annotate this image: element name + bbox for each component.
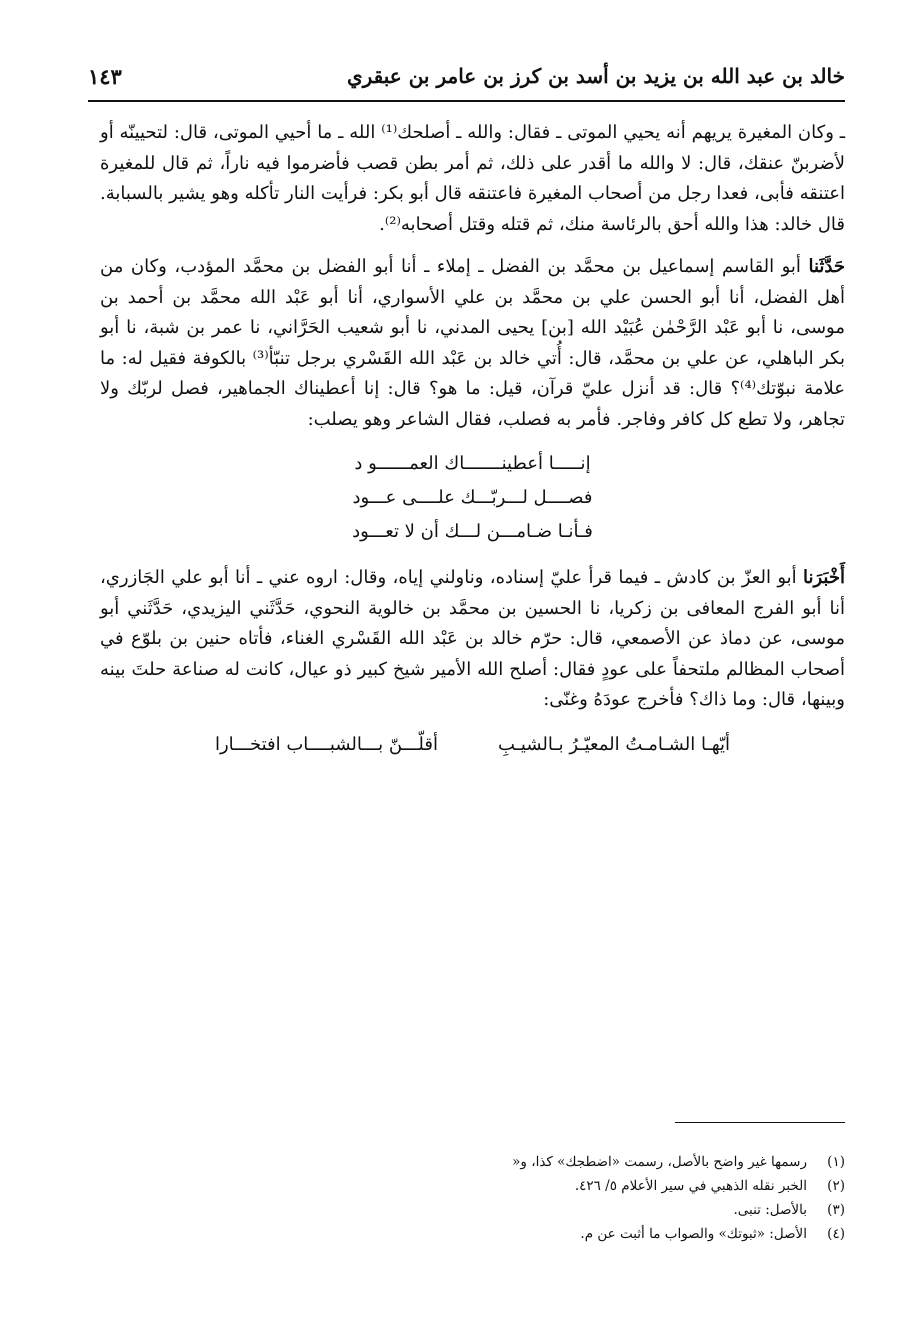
- footnote-number: (٤): [827, 1226, 845, 1242]
- footnote-number: (٣): [827, 1202, 845, 1218]
- verse-line-2: فصــــل لـــربّـــك علــــى عـــود: [352, 487, 593, 508]
- footnote-1: [100, 1150, 845, 1174]
- verse-hemistich-1: أيّهـا الشـامـتُ المعيّـرُ بـالشيـبِ: [497, 733, 731, 755]
- footnote-rule: [675, 1122, 845, 1123]
- verse-line-1: إنـــــا أعطينـــــــاك العمــــــو د: [354, 453, 591, 474]
- header-rule: [88, 100, 845, 102]
- footnote-text: الخبر نقله الذهبي في سير الأعلام ٥/ ٤٢٦.: [574, 1178, 807, 1194]
- paragraph-1: ـ وكان المغيرة يريهم أنه يحيي الموتى ـ فقال: والله ـ أصلحك⁽¹⁾ الله ـ ما أحيي الموتى، قال: لتحيينّه أو لأضربنّ عنقك، قال: لا والله ما أقدر على ذلك، ثم أمر بطن قصب فأضرموا فيه ناراً، ثم قال للمغيرة اعتنقه فأبى، فعدا رجل من أصحاب المغيرة فاعتنقه قال أبو بكر: فرأيت النار تأكله وهو يشير بالسبابة. قال خالد: هذا والله أحق بالرئاسة منك، ثم قتله وقتل أصحابه⁽²⁾.: [100, 122, 846, 235]
- footnotes: [100, 1150, 845, 1246]
- footnote-text: رسمها غير واضح بالأصل، رسمت «اضطجك» كذا، و«: [512, 1154, 807, 1170]
- poem-block-2: [100, 730, 845, 761]
- page-header: [88, 58, 845, 100]
- paragraph-2: [100, 252, 845, 435]
- paragraph-2-text: أبو القاسم إسماعيل بن محمَّد بن الفضل ـ إملاء ـ أنا أبو الفضل بن محمَّد المؤدب، وكان من أهل الفضل، أنا أبو الحسن علي بن محمَّد بن علي الأسواري، أنا أبو عَبْد الله محمَّد بن أحمد بن موسى، نا أبو عَبْد الرَّحْمٰن عُبَيْد الله [بن] يحيى المدني، نا أبو شعيب الحَرَّاني، نا عمر بن شبة، نا أبو بكر الباهلي، عن علي بن محمَّد، قال: أُتي خالد بن عَبْد الله القَسْري برجل تنبّأ⁽³⁾ بالكوفة فقيل له: ما علامة نبوّتك⁽⁴⁾؟ قال: قد أنزل عليّ قرآن، قيل: ما هو؟ قال: إنا أعطيناك الجماهير، فصل لربّك ولا تجاهر، ولا تطع كل كافر وفاجر. فأمر به فصلب، فقال الشاعر وهو يصلب:: [100, 256, 845, 430]
- footnote-text: الأصل: «ثبوتك» والصواب ما أثبت عن م.: [580, 1226, 807, 1242]
- verse-line-3: فـأنـا ضـامـــن لـــك أن لا تعـــود: [352, 521, 593, 542]
- paragraph-3: [100, 563, 845, 716]
- verse-hemistich-2: أقلّـــنّ بـــالشبــــاب افتخـــارا: [214, 733, 438, 755]
- paragraph-3-text: أبو العزّ بن كادش ـ فيما قرأ عليّ إسناده، وناولني إياه، وقال: اروه عني ـ أنا أبو علي الجَازري، أنا أبو الفرج المعافى بن زكريا، نا الحسين بن محمَّد بن خالوية النحوي، حَدَّثَني اليزيدي، حَدَّثَني أبو موسى، عن دماذ عن الأصمعي، قال: حرّم خالد بن عَبْد الله القَسْري الغناء، فأتاه حنين بن بلوّع في أصحاب المظالم ملتحفاً على عودٍ فقال: أصلح الله الأمير شيخ كبير ذو عيال، كانت له صناعة حلتَ بينه وبينها، قال: وما ذاك؟ فأخرج عودَهُ وغنّى:: [100, 567, 845, 710]
- footnote-text: بالأصل: تنبى.: [733, 1202, 807, 1218]
- footnote-3: [100, 1198, 845, 1222]
- running-title: خالد بن عبد الله بن يزيد بن أسد بن كرز بن عامر بن عبقري: [346, 64, 845, 88]
- paragraph-3-opener: أَخْبَرَنا: [803, 567, 845, 588]
- paragraph-2-opener: حَدَّثَنا: [808, 256, 845, 277]
- poem-block-1: [100, 447, 845, 549]
- footnote-2: [100, 1174, 845, 1198]
- main-text: [100, 118, 845, 760]
- footnote-4: [100, 1222, 845, 1246]
- footnote-number: (٢): [827, 1178, 845, 1194]
- footnote-number: (١): [827, 1154, 845, 1170]
- page-number: ١٤٣: [88, 64, 122, 89]
